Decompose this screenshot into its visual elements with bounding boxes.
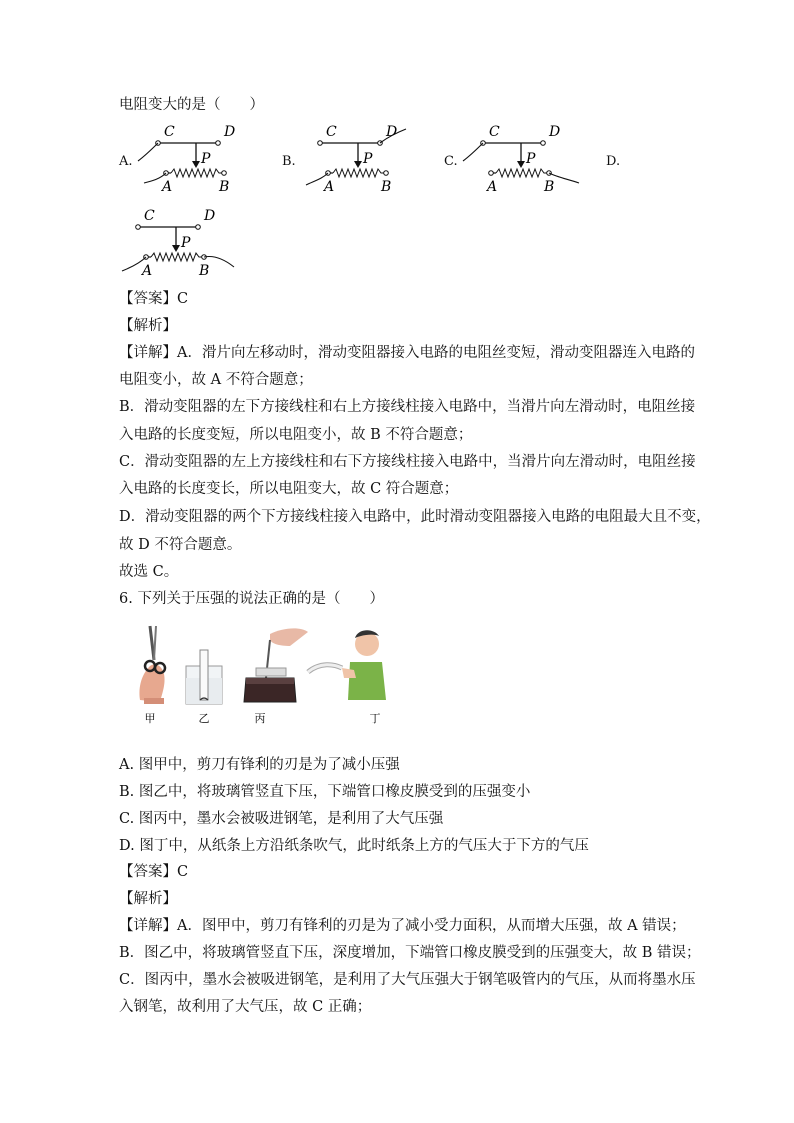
question-6-stem: 6. 下列关于压强的说法正确的是（ ） bbox=[119, 591, 384, 607]
diagram-d bbox=[122, 208, 234, 279]
diagram-c bbox=[463, 124, 579, 195]
figure-ding-boy-blowing bbox=[308, 630, 386, 700]
terminal-b: B bbox=[381, 179, 392, 195]
q5-answer: 【答案】C bbox=[119, 291, 189, 307]
terminal-a: A bbox=[162, 179, 173, 195]
terminal-c: C bbox=[489, 124, 500, 140]
question-5-stem-tail: 电阻变大的是（ ） bbox=[119, 97, 264, 113]
figure-label-ding: 丁 bbox=[369, 712, 381, 725]
q5-detail-line-1: 【详解】A．滑片向左移动时，滑动变阻器接入电路的电阻丝变短，滑动变阻器连入电路的 bbox=[119, 345, 695, 361]
diagram-b bbox=[306, 124, 406, 195]
figure-yi-beaker bbox=[186, 650, 222, 704]
terminal-c: C bbox=[144, 208, 155, 224]
q5-detail-line-7: D．滑动变阻器的两个下方接线柱接入电路中，此时滑动变阻器接入电路的电阻最大且不变， bbox=[119, 509, 711, 525]
q6-option-d: D. 图丁中，从纸条上方沿纸条吹气，此时纸条上方的气压大于下方的气压 bbox=[119, 838, 589, 854]
terminal-a: A bbox=[487, 179, 498, 195]
option-c-label: C. bbox=[444, 154, 458, 169]
q6-analysis-title: 【解析】 bbox=[119, 891, 177, 907]
q6-option-c: C. 图丙中，墨水会被吸进钢笔，是利用了大气压强 bbox=[119, 811, 444, 827]
q6-option-a: A. 图甲中，剪刀有锋利的刃是为了减小压强 bbox=[119, 757, 400, 773]
terminal-d: D bbox=[204, 208, 216, 224]
figure-jia-scissors bbox=[139, 626, 165, 704]
q5-detail-line-3: B．滑动变阻器的左下方接线柱和右上方接线柱接入电路中，当滑片向左滑动时，电阻丝接 bbox=[119, 399, 696, 415]
option-b-label: B. bbox=[282, 154, 296, 169]
terminal-c: C bbox=[326, 124, 337, 140]
q6-detail-line-3: C．图丙中，墨水会被吸进钢笔，是利用了大气压强大于钢笔吸管内的气压，从而将墨水压 bbox=[119, 972, 696, 988]
q6-option-b: B. 图乙中，将玻璃管竖直下压，下端管口橡皮膜受到的压强变小 bbox=[119, 784, 531, 800]
q5-detail-line-4: 入电路的长度变短，所以电阻变小，故 B 不符合题意； bbox=[119, 427, 473, 443]
terminal-d: D bbox=[386, 124, 398, 140]
q6-detail-line-1: 【详解】A．图甲中，剪刀有锋利的刃是为了减小受力面积，从而增大压强，故 A 错误； bbox=[119, 918, 686, 934]
diagram-a bbox=[138, 124, 235, 195]
q6-detail-line-2: B．图乙中，将玻璃管竖直下压，深度增加，下端管口橡皮膜受到的压强变大，故 B 错误； bbox=[119, 945, 701, 961]
q6-detail-line-4: 入钢笔，故利用了大气压，故 C 正确； bbox=[119, 999, 372, 1015]
terminal-b: B bbox=[219, 179, 230, 195]
figure-label-bing: 丙 bbox=[254, 712, 266, 725]
terminal-b: B bbox=[544, 179, 555, 195]
terminal-p: P bbox=[363, 151, 373, 167]
terminal-b: B bbox=[199, 263, 210, 279]
terminal-p: P bbox=[526, 151, 536, 167]
q5-detail-line-2: 电阻变小，故 A 不符合题意； bbox=[119, 372, 313, 388]
terminal-a: A bbox=[142, 263, 153, 279]
terminal-d: D bbox=[549, 124, 561, 140]
q5-conclusion: 故选 C。 bbox=[119, 564, 179, 580]
q5-detail-line-6: 入电路的长度变长，所以电阻变大，故 C 符合题意； bbox=[119, 481, 459, 497]
terminal-d: D bbox=[224, 124, 236, 140]
option-d-label: D. bbox=[606, 154, 621, 169]
terminal-a: A bbox=[324, 179, 335, 195]
option-a-label: A. bbox=[119, 154, 133, 169]
figure-bing-ink-bottle bbox=[244, 628, 308, 702]
terminal-p: P bbox=[201, 151, 211, 167]
q5-detail-line-5: C．滑动变阻器的左上方接线柱和右下方接线柱接入电路中，当滑片向左滑动时，电阻丝接 bbox=[119, 454, 696, 470]
terminal-c: C bbox=[164, 124, 175, 140]
q6-answer: 【答案】C bbox=[119, 864, 189, 880]
q5-detail-line-8: 故 D 不符合题意。 bbox=[119, 537, 242, 553]
q5-analysis-title: 【解析】 bbox=[119, 318, 177, 334]
q6-figures bbox=[120, 622, 400, 726]
rheostat-diagrams bbox=[0, 0, 794, 300]
terminal-p: P bbox=[181, 235, 191, 251]
figure-label-yi: 乙 bbox=[198, 712, 210, 725]
figure-label-jia: 甲 bbox=[144, 712, 156, 725]
